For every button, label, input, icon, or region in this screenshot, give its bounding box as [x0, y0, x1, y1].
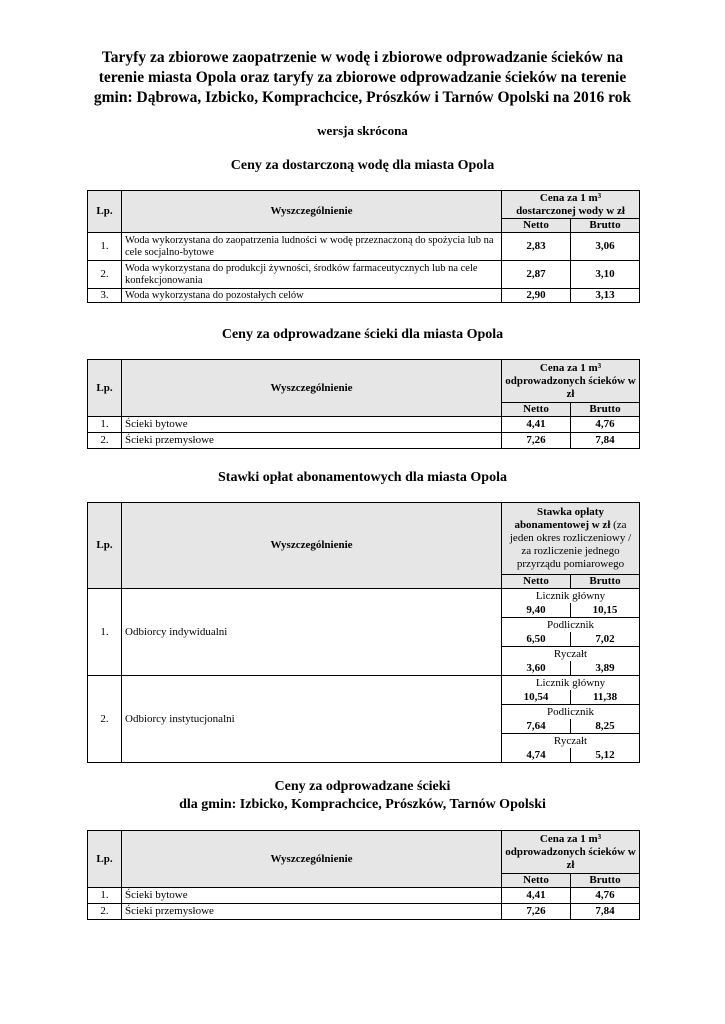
netto-header: Netto — [502, 219, 571, 233]
price-header — [502, 831, 640, 874]
meter-label: Licznik główny — [535, 677, 606, 689]
meter-brutto: 7,02 — [595, 633, 615, 645]
row-lp: 2. — [88, 261, 122, 289]
desc-header: Wyszczególnienie — [122, 503, 502, 589]
row-desc: Odbiorcy instytucjonalni — [122, 676, 502, 763]
meter-brutto: 11,38 — [592, 691, 618, 703]
water-heading: Ceny za dostarczoną wodę dla miasta Opola — [230, 158, 495, 173]
meter-label: Ryczałt — [553, 735, 588, 747]
row-netto: 2,87 — [502, 261, 571, 289]
sewage-gminy-heading-line-2: dla gmin: Izbicko, Komprachcice, Prószków, Tarnów Opolski — [179, 797, 546, 812]
title-line-2: terenie miasta Opola oraz taryfy za zbiorowe odprowadzanie ścieków na terenie — [98, 69, 627, 86]
row-lp: 1. — [88, 589, 122, 676]
row-netto: 2,90 — [502, 289, 571, 303]
meter-netto: 4,74 — [502, 748, 571, 762]
title-line-3: gmin: Dąbrowa, Izbicko, Komprachcice, Prószków i Tarnów Opolski na 2016 rok — [93, 89, 632, 106]
meter-brutto: 5,12 — [595, 749, 615, 761]
sewage-opole-heading: Ceny za odprowadzane ścieki dla miasta Opola — [221, 327, 504, 342]
unit-sup: 3 — [597, 832, 602, 841]
row-lp: 1. — [88, 417, 122, 433]
row-lp: 2. — [88, 676, 122, 763]
meter-brutto: 3,89 — [595, 662, 615, 674]
title-line-1: Taryfy za zbiorowe zaopatrzenie w wodę i zbiorowe odprowadzanie ścieków na — [101, 49, 624, 66]
meter-cell — [502, 589, 640, 618]
brutto-header: Brutto — [571, 403, 640, 417]
row-desc: Ścieki bytowe — [122, 888, 502, 904]
meter-label: Ryczałt — [553, 648, 588, 660]
row-desc: Woda wykorzystana do produkcji żywności, środków farmaceutycznych lub na cele konfekcjonowania — [122, 261, 502, 289]
meter-netto: 3,60 — [502, 661, 571, 675]
sewage-gminy-heading — [0, 778, 725, 814]
sewage-gminy-heading-line-1: Ceny za odprowadzane ścieki — [274, 779, 451, 794]
table-row — [88, 888, 640, 904]
price-header-b: odprowadzonych ścieków w zł — [505, 845, 636, 871]
price-header-a: Cena za 1 m — [539, 191, 598, 204]
desc-header: Wyszczególnienie — [122, 360, 502, 417]
meter-netto: 10,54 — [502, 690, 571, 704]
unit-sup: 3 — [597, 361, 602, 370]
row-desc: Ścieki bytowe — [122, 417, 502, 433]
row-brutto: 4,76 — [571, 888, 640, 904]
table-row — [88, 261, 640, 289]
row-netto: 2,83 — [502, 233, 571, 261]
price-header — [502, 360, 640, 403]
row-brutto: 7,84 — [571, 904, 640, 920]
price-header-a: Cena za 1 m — [539, 361, 598, 374]
document-title — [40, 48, 685, 108]
meter-label: Podlicznik — [546, 619, 595, 631]
meter-label: Podlicznik — [546, 706, 595, 718]
meter-brutto: 8,25 — [595, 720, 615, 732]
table-row — [88, 417, 640, 433]
row-netto: 4,41 — [502, 417, 571, 433]
water-price-table — [87, 190, 640, 303]
row-netto: 7,26 — [502, 433, 571, 449]
netto-header: Netto — [502, 575, 571, 589]
row-desc: Woda wykorzystana do pozostałych celów — [122, 289, 502, 303]
subscription-header-plain: (za jeden okres rozliczeniowy / za rozliczenie jednego przyrządu pomiarowego — [509, 519, 632, 570]
meter-cell — [502, 705, 640, 734]
row-brutto: 3,06 — [571, 233, 640, 261]
table-row — [88, 676, 640, 705]
row-lp: 1. — [88, 233, 122, 261]
lp-header: Lp. — [88, 360, 122, 417]
brutto-header: Brutto — [571, 575, 640, 589]
row-desc: Ścieki przemysłowe — [122, 433, 502, 449]
netto-header: Netto — [502, 874, 571, 888]
meter-netto: 7,64 — [502, 719, 571, 733]
sewage-gminy-table — [87, 830, 640, 920]
table-row — [88, 233, 640, 261]
meter-label: Licznik główny — [535, 590, 606, 602]
row-netto: 7,26 — [502, 904, 571, 920]
row-netto: 4,41 — [502, 888, 571, 904]
lp-header: Lp. — [88, 831, 122, 888]
row-brutto: 3,10 — [571, 261, 640, 289]
row-brutto: 7,84 — [571, 433, 640, 449]
meter-cell — [502, 734, 640, 763]
subscription-header-bold: Stawka opłaty abonamentowej w zł — [514, 506, 611, 531]
meter-netto: 9,40 — [502, 603, 571, 617]
table-row — [88, 589, 640, 618]
row-desc: Woda wykorzystana do zaopatrzenia ludności w wodę przeznaczoną do spożycia lub na cele socjalno-bytowe — [122, 233, 502, 261]
desc-header: Wyszczególnienie — [122, 831, 502, 888]
subscription-price-header — [502, 503, 640, 575]
row-lp: 2. — [88, 904, 122, 920]
table-row — [88, 289, 640, 303]
price-header-b: dostarczonej wody w zł — [516, 204, 625, 217]
meter-cell — [502, 676, 640, 705]
brutto-header: Brutto — [571, 874, 640, 888]
subscription-heading: Stawki opłat abonamentowych dla miasta Opola — [218, 470, 507, 485]
lp-header: Lp. — [88, 503, 122, 589]
row-brutto: 4,76 — [571, 417, 640, 433]
unit-sup: 3 — [597, 191, 602, 200]
row-brutto: 3,13 — [571, 289, 640, 303]
netto-header: Netto — [502, 403, 571, 417]
lp-header: Lp. — [88, 191, 122, 233]
meter-netto: 6,50 — [502, 632, 571, 646]
row-desc: Odbiorcy indywidualni — [122, 589, 502, 676]
sewage-opole-table — [87, 359, 640, 449]
document-subtitle: wersja skrócona — [317, 123, 408, 138]
table-row — [88, 904, 640, 920]
price-header-a: Cena za 1 m — [539, 832, 598, 845]
brutto-header: Brutto — [571, 219, 640, 233]
subscription-table — [87, 502, 640, 763]
meter-cell — [502, 618, 640, 647]
row-lp: 1. — [88, 888, 122, 904]
table-row — [88, 433, 640, 449]
meter-brutto: 10,15 — [592, 604, 618, 616]
row-lp: 2. — [88, 433, 122, 449]
price-header-b: odprowadzonych ścieków w zł — [505, 374, 636, 400]
price-header — [502, 191, 640, 219]
meter-cell — [502, 647, 640, 676]
desc-header: Wyszczególnienie — [122, 191, 502, 233]
row-desc: Ścieki przemysłowe — [122, 904, 502, 920]
row-lp: 3. — [88, 289, 122, 303]
